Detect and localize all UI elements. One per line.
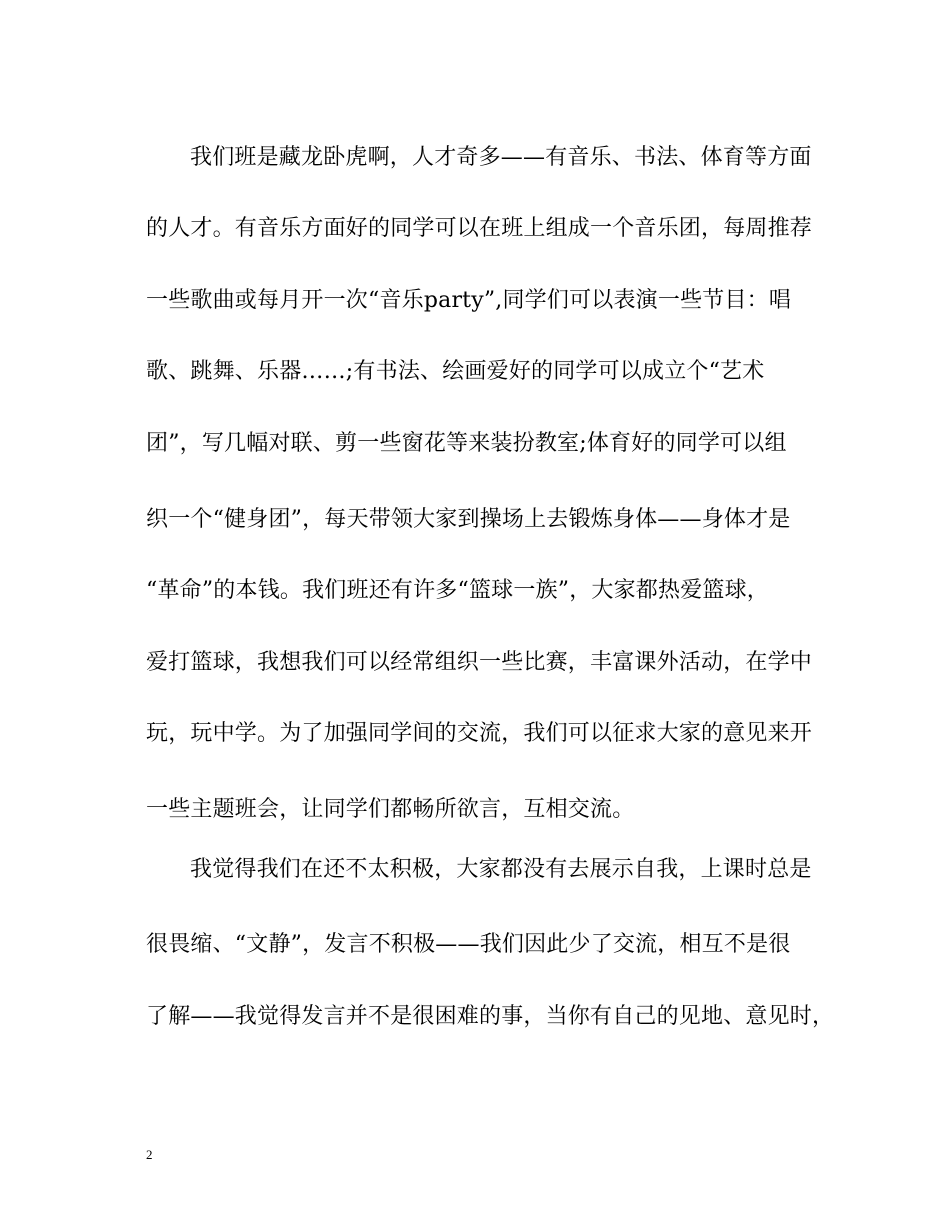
paragraph-2-line-1: 我觉得我们在还不太积极，大家都没有去展示自我，上课时总是 (190, 857, 812, 882)
paragraph-1-line-2: 的人才。有音乐方面好的同学可以在班上组成一个音乐团，每周推荐 (146, 216, 813, 241)
paragraph-1-line-9: 玩，玩中学。为了加强同学间的交流，我们可以征求大家的意见来开 (146, 721, 813, 746)
paragraph-1-line-3: 一些歌曲或每月开一次“音乐party”,同学们可以表演一些节目：唱 (146, 288, 792, 313)
paragraph-1-line-4: 歌、跳舞、乐器……;有书法、绘画爱好的同学可以成立个“艺术 (146, 359, 765, 384)
paragraph-1-line-10: 一些主题班会，让同学们都畅所欲言，互相交流。 (146, 797, 635, 822)
paragraph-1-line-7: “革命”的本钱。我们班还有许多“篮球一族”，大家都热爱篮球， (146, 578, 769, 603)
paragraph-1-line-6: 织一个“健身团”，每天带领大家到操场上去锻炼身体——身体才是 (146, 507, 791, 532)
paragraph-1-line-5: 团”，写几幅对联、剪一些窗花等来装扮教室;体育好的同学可以组 (146, 431, 787, 456)
paragraph-2-line-2: 很畏缩、“文静”，发言不积极——我们因此少了交流，相互不是很 (146, 932, 791, 957)
paragraph-1-line-8: 爱打篮球，我想我们可以经常组织一些比赛，丰富课外活动，在学中 (146, 650, 813, 675)
page-number: 2 (146, 1147, 153, 1162)
paragraph-2-line-3: 了解——我觉得发言并不是很困难的事，当你有自己的见地、意见时， (146, 1004, 835, 1029)
paragraph-1-line-1: 我们班是藏龙卧虎啊，人才奇多——有音乐、书法、体育等方面 (190, 145, 812, 170)
